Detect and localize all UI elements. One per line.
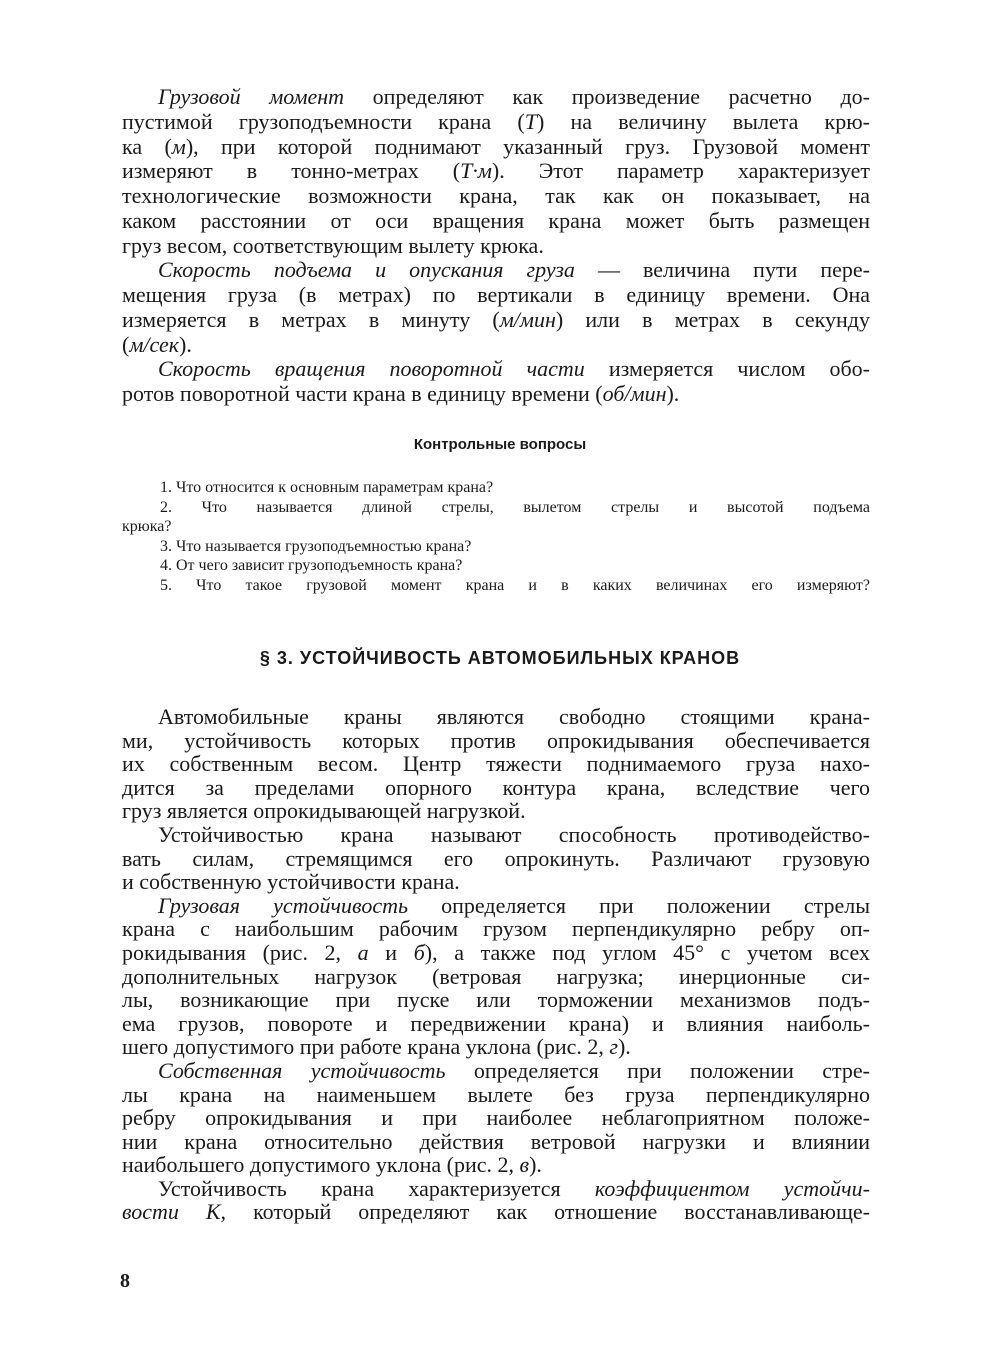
text-line xyxy=(122,1153,870,1177)
text-line xyxy=(122,382,870,407)
text-line xyxy=(122,135,870,160)
text-line xyxy=(122,752,870,776)
text-span: 4. От чего зависит грузоподъемность крана? xyxy=(160,557,463,574)
text-span: определяют как произведение расчетно до- xyxy=(344,84,871,109)
text-line xyxy=(122,988,870,1012)
text-line xyxy=(122,847,870,871)
text-span: ротов поворотной части крана в единицу времени ( xyxy=(122,381,603,406)
text-line xyxy=(122,1059,870,1083)
body-text-bottom xyxy=(122,705,870,1224)
text-line xyxy=(122,705,870,729)
text-span: ( xyxy=(122,331,130,357)
text-span: нии крана относительно действия ветровой нагрузки и влиянии xyxy=(122,1128,870,1154)
section-title: § 3. УСТОЙЧИВОСТЬ АВТОМОБИЛЬНЫХ КРАНОВ xyxy=(259,648,741,668)
text-span: технологические возможности крана, так как он показывает, на xyxy=(122,183,870,208)
page-number: 8 xyxy=(120,1270,130,1292)
text-span: ). xyxy=(529,1152,542,1178)
question-line xyxy=(122,498,870,518)
text-span: измеряют в тонно-метрах ( xyxy=(122,158,461,184)
text-span: крана с наибольшим рабочим грузом перпендикулярно ребру оп- xyxy=(122,916,870,942)
text-span: груз весом, соответствующим вылету крюка. xyxy=(122,232,544,258)
text-span: каком расстоянии от оси вращения крана может быть размещен xyxy=(122,207,870,233)
text-span: мещения груза (в метрах) по вертикали в единицу времени. Она xyxy=(122,282,870,307)
text-span: дится за пределами опорного контура крана, вследствие чего xyxy=(122,774,870,800)
text-span: крюка? xyxy=(122,518,172,535)
italic-term: об/мин xyxy=(602,381,667,406)
text-line xyxy=(122,1012,870,1036)
text-span: ребру опрокидывания и при наиболее неблагоприятном положе- xyxy=(122,1105,870,1131)
text-line xyxy=(122,184,870,209)
body-text-top xyxy=(122,85,870,407)
text-span: вать силам, стремящимся его опрокинуть. Различают грузовую xyxy=(122,845,870,871)
text-line xyxy=(122,1083,870,1107)
italic-term: вости К, xyxy=(122,1199,227,1225)
text-span: и собственную устойчивости крана. xyxy=(122,869,460,895)
text-span: ка ( xyxy=(122,133,172,159)
text-line xyxy=(122,1177,870,1201)
question-line xyxy=(122,478,870,498)
text-span: лы, возникающие при пуске или торможении механизмов подъ- xyxy=(122,987,870,1013)
text-span: дополнительных нагрузок (ветровая нагрузка; инерционные си- xyxy=(122,963,870,989)
text-line xyxy=(122,965,870,989)
text-span: ). xyxy=(666,381,680,406)
italic-term: а xyxy=(357,939,369,965)
text-span: 5. Что такое грузовой момент крана и в каких величинах его измеряют? xyxy=(160,576,870,594)
text-span: измеряется в метрах в минуту ( xyxy=(122,306,500,332)
text-span: их собственным весом. Центр тяжести поднимаемого груза нахо- xyxy=(122,751,870,777)
text-line xyxy=(122,234,870,259)
text-span: 1. Что относится к основным параметрам крана? xyxy=(160,479,494,496)
text-span: ) на величину вылета крю- xyxy=(536,108,870,134)
text-line xyxy=(122,357,870,382)
text-span: ), при которой поднимают указанный груз. Грузовой момент xyxy=(185,133,870,159)
text-span: ). Этот параметр характеризует xyxy=(491,158,871,184)
italic-term: Собственная устойчивость xyxy=(158,1057,446,1083)
text-line xyxy=(122,870,870,894)
text-span: ). xyxy=(617,1034,631,1060)
italic-term: Т xyxy=(524,108,537,134)
text-span: рокидывания (рис. 2, xyxy=(122,939,358,965)
text-span: Устойчивостью крана называют способность противодейство- xyxy=(158,821,870,847)
text-line xyxy=(122,159,870,184)
text-span: определяется при положении стре- xyxy=(445,1057,870,1083)
italic-term: Скорость подъема и опускания груза xyxy=(158,257,575,283)
text-span: груз является опрокидывающей нагрузкой. xyxy=(122,798,526,824)
text-span: наибольшего допустимого уклона (рис. 2, xyxy=(122,1152,520,1178)
question-line xyxy=(122,517,870,537)
italic-term: Скорость вращения поворотной части xyxy=(158,356,585,382)
text-span: определяется при положении стрелы xyxy=(407,892,870,918)
italic-term: Грузовой момент xyxy=(158,84,345,109)
text-line xyxy=(122,776,870,800)
italic-term: б xyxy=(413,939,425,965)
question-line xyxy=(122,576,870,596)
text-span: который определяют как отношение восстанавливающе- xyxy=(226,1199,870,1225)
italic-term: Т·м xyxy=(460,158,492,184)
italic-term: в xyxy=(519,1152,530,1178)
text-line xyxy=(122,283,870,308)
text-span: ). xyxy=(179,331,192,357)
text-span: шего допустимого при работе крана уклона (рис. 2, xyxy=(122,1034,610,1060)
text-line xyxy=(122,110,870,135)
italic-term: коэффициентом устойчи- xyxy=(594,1175,870,1201)
text-line xyxy=(122,258,870,283)
text-line xyxy=(122,85,870,110)
italic-term: Грузовая устойчивость xyxy=(158,892,408,918)
text-line xyxy=(122,209,870,234)
text-line xyxy=(122,894,870,918)
italic-term: м xyxy=(171,133,186,159)
text-line xyxy=(122,333,870,358)
text-line xyxy=(122,1200,870,1224)
text-line xyxy=(122,823,870,847)
text-span: 2. Что называется длиной стрелы, вылетом стрелы и высотой подъема xyxy=(160,498,870,516)
text-span: ми, устойчивость которых против опрокидывания обеспечивается xyxy=(122,727,870,753)
questions-list xyxy=(122,478,870,595)
text-line xyxy=(122,729,870,753)
text-line xyxy=(122,1106,870,1130)
question-line xyxy=(122,556,870,576)
text-span: 3. Что называется грузоподъемностью крана? xyxy=(160,537,472,555)
text-line xyxy=(122,941,870,965)
text-line xyxy=(122,799,870,823)
italic-term: м/сек xyxy=(129,331,180,357)
text-line xyxy=(122,1035,870,1059)
text-line xyxy=(122,308,870,333)
text-span: Устойчивость крана характеризуется xyxy=(158,1175,595,1201)
text-span: ) или в метрах в секунду xyxy=(555,306,870,332)
question-line xyxy=(122,537,870,557)
text-line xyxy=(122,1130,870,1154)
italic-term: г xyxy=(609,1034,618,1060)
text-span: и xyxy=(368,939,414,965)
text-span: лы крана на наименьшем вылете без груза перпендикулярно xyxy=(122,1081,870,1107)
text-span: — величина пути пере- xyxy=(574,257,870,283)
text-span: ема грузов, повороте и передвижении крана) и влияния наиболь- xyxy=(122,1010,870,1036)
text-span: пустимой грузоподъемности крана ( xyxy=(122,108,525,134)
text-span: ), а также под углом 45° с учетом всех xyxy=(424,939,870,965)
text-line xyxy=(122,917,870,941)
text-span: Автомобильные краны являются свободно стоящими крана- xyxy=(158,704,870,729)
text-span: измеряется числом обо- xyxy=(584,356,870,382)
questions-heading: Контрольные вопросы xyxy=(413,436,587,453)
italic-term: м/мин xyxy=(499,306,556,332)
